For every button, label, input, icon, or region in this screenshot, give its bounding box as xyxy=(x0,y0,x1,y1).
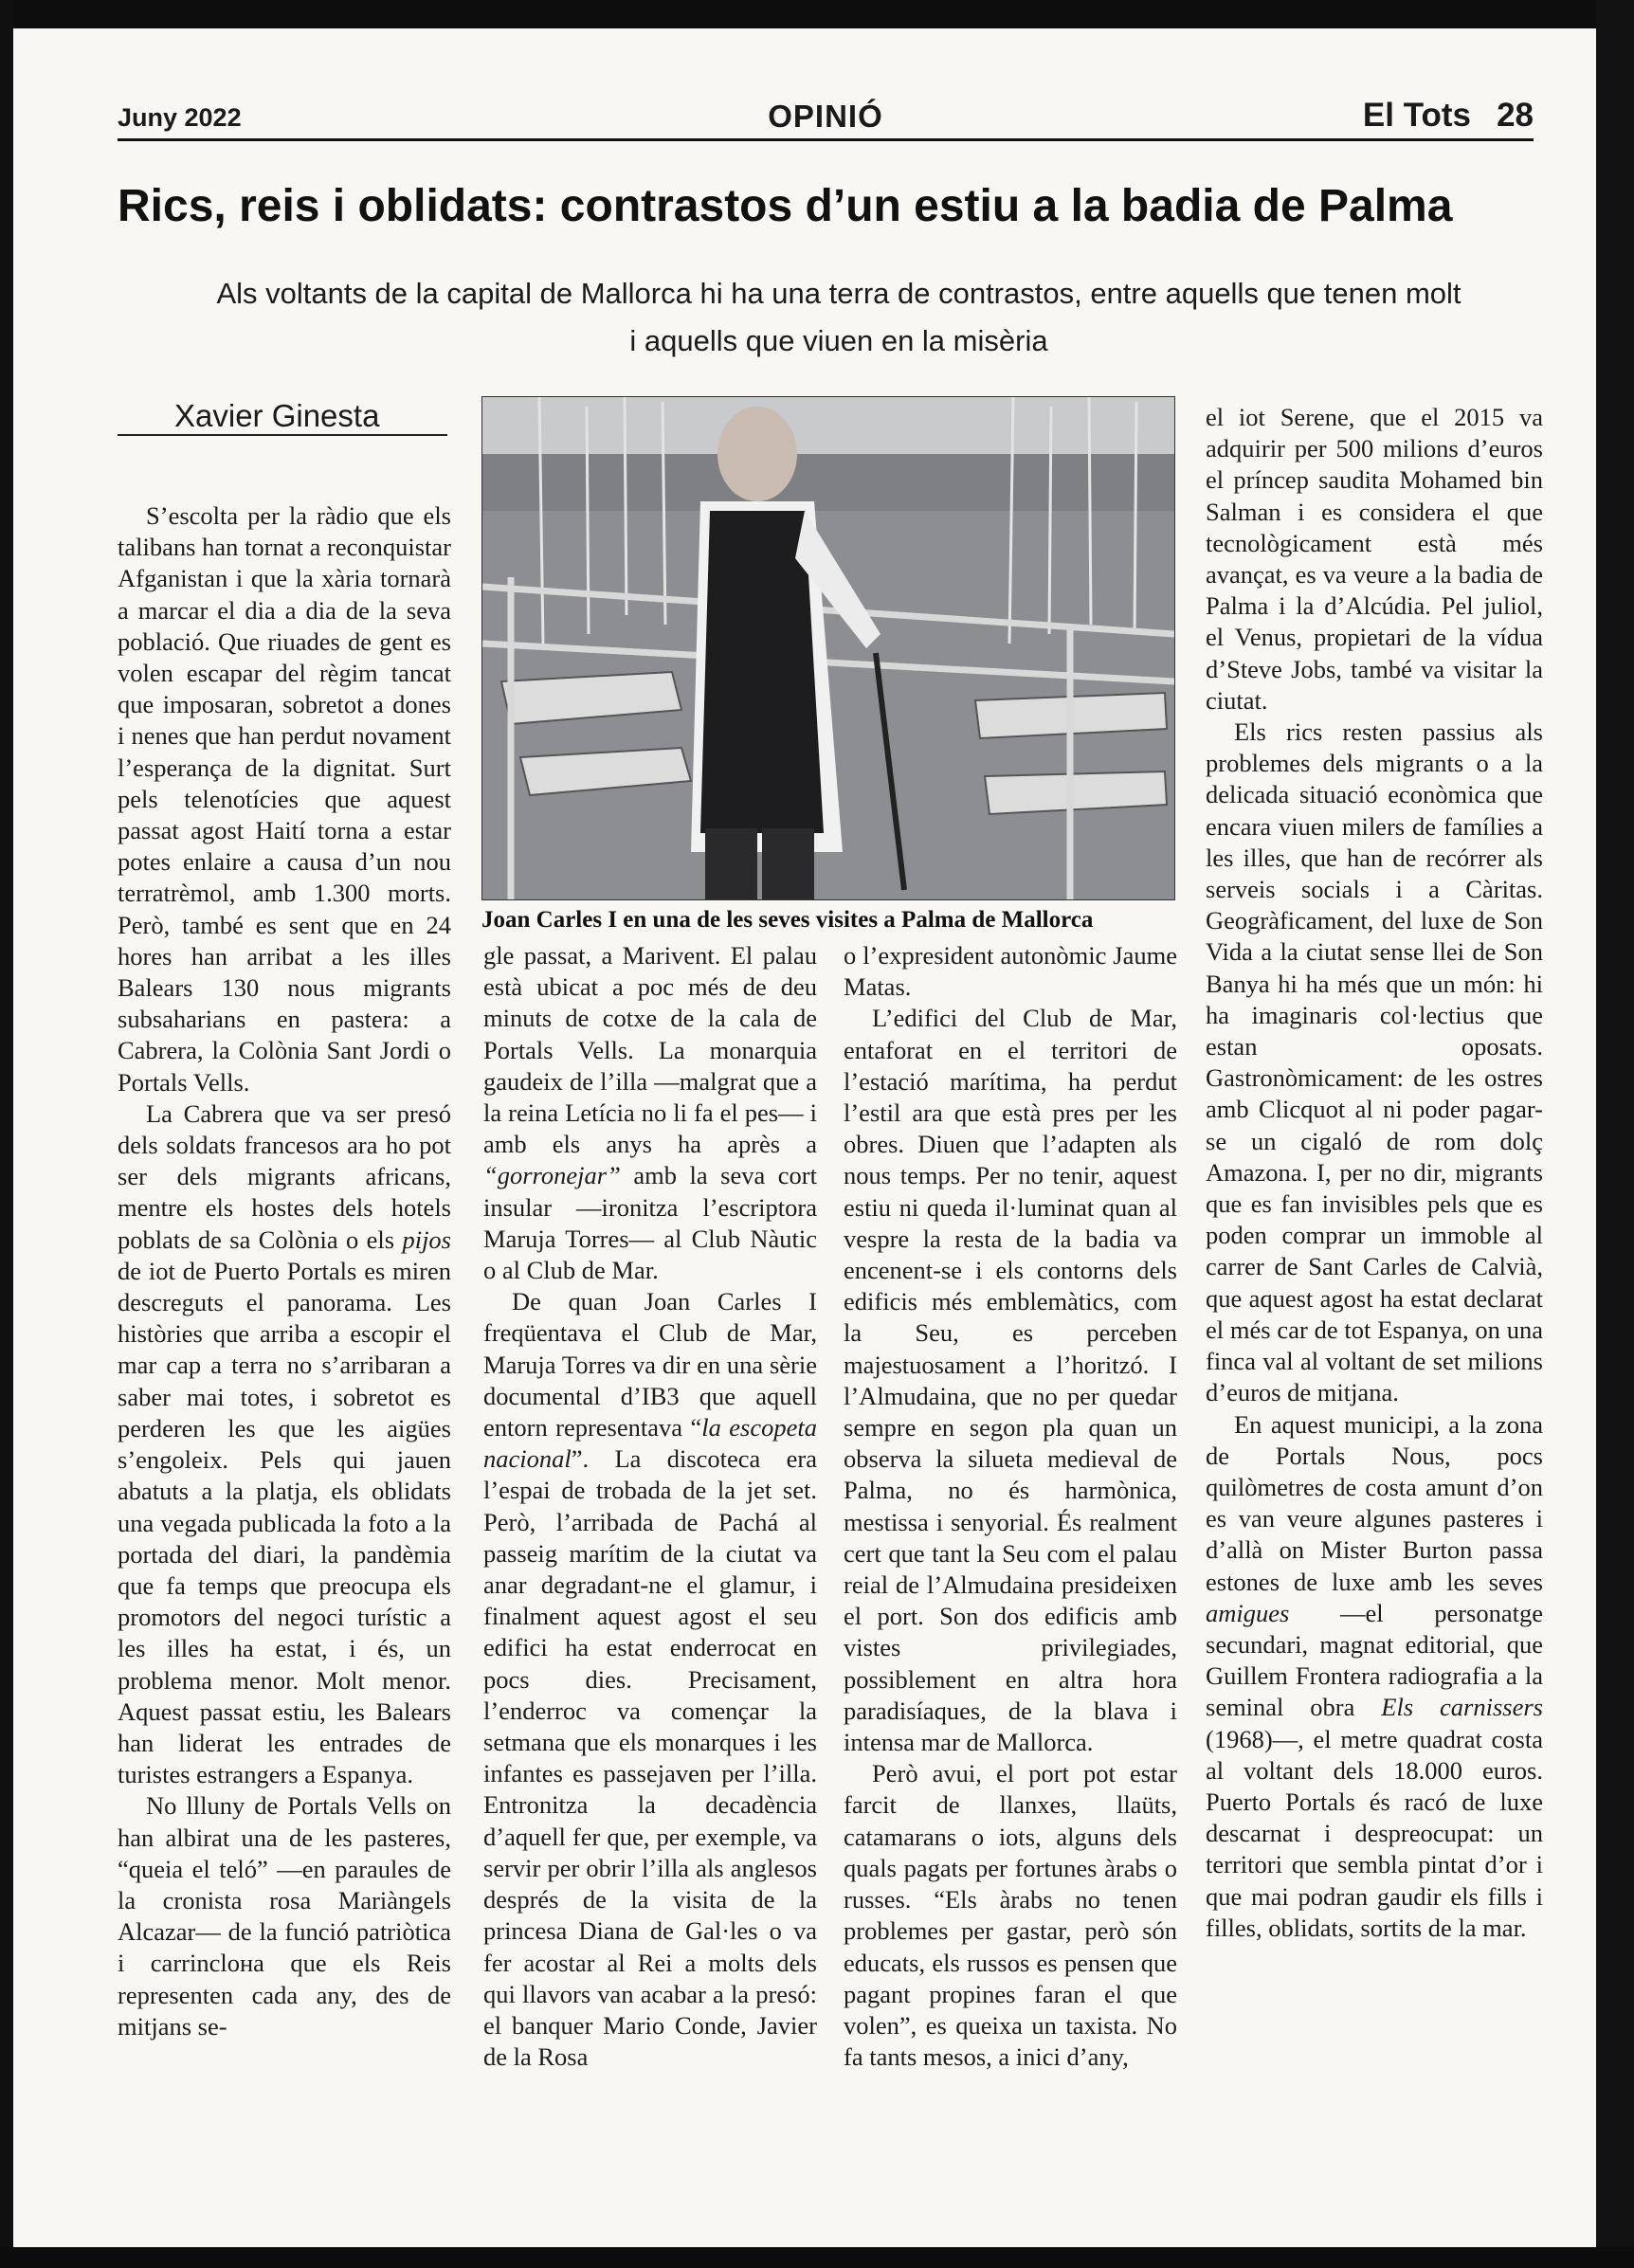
header-rule xyxy=(118,138,1534,141)
scan-border-bottom xyxy=(0,2247,1634,2268)
paragraph: Però avui, el port pot estar farcit de llanxes, llaüts, catamarans o iots, alguns dels quals pagats per fortunes àrabs o russes. “Els àrabs no tenen problemes per gastar, però són educats, els russos es pensen que pagant propines faran el que volen”, es queixa un taxista. No fa tants mesos, a inici d’any, xyxy=(844,1759,1177,2072)
text-column-2 xyxy=(483,940,817,2073)
paragraph: L’edifici del Club de Mar, entaforat en el territori de l’estació marítima, ha perdut l’estil ara que està pres per les obres. Diuen que l’adapten als nous temps. Per no tenir, aquest estiu ni queda il·luminat quan al vespre la resta de la badia va encenent-se i els contorns dels edificis més emblemàtics, com la Seu, es perceben majestuosament a l’horitzó. I l’Almudaina, que no per quedar sempre en segon pla quan un observa la silueta medieval de Palma, no és harmònica, mestissa i senyorial. És realment cert que tant la Seu com el palau reial de l’Almudaina presideixen el port. Son dos edificis amb vistes privilegiades, possiblement en altra hora paradisíaques, de la blava i intensa mar de Mallorca. xyxy=(844,1004,1177,1757)
paragraph: gle passat, a Marivent. El palau està ubicat a poc més de deu minuts de cotxe de la cala de Portals Vells. La monarquia gaudeix de l’illa —malgrat que a la reina Letícia no li fa el pes— i amb els anys ha après a “gorronejar” amb la seva cort insular —ironitza l’escriptora Maruja Torres— al Club Nàutic o al Club de Mar. xyxy=(483,941,817,1285)
scan-border-left xyxy=(0,0,13,2268)
scan-border-top xyxy=(0,0,1634,28)
lead-line-2: i aquells que viuen en la misèria xyxy=(629,324,1048,357)
paragraph: el iot Serene, que el 2015 va adquirir per 500 milions d’euros el príncep saudita Mohamed bin Salman i es considera el que tecnològicament està més avançat, es va veure a la badia de Palma i la d’Alcúdia. Pel juliol, el Venus, propietari de la vídua d’Steve Jobs, també va visitar la ciutat. xyxy=(1206,403,1543,715)
paragraph: En aquest municipi, a la zona de Portals Nous, pocs quilòmetres de costa amunt d’on es van veure algunes pasteres i d’allà on Mister Burton passa estones de luxe amb les seves amigues —el personatge secundari, magnat editorial, que Guillem Frontera radiografia a la seminal obra Els carnissers (1968)—, el metre quadrat costa al voltant dels 18.000 euros. Puerto Portals és racó de luxe descarnat i despreocupat: un territori que sembla pintat d’or i que mai podran gaudir els fills i filles, oblidats, sortits de la mar. xyxy=(1206,1409,1543,1942)
section-name: OPINIÓ xyxy=(768,99,883,134)
text-column-1 xyxy=(118,500,451,2042)
article-lead xyxy=(142,270,1535,365)
text-column-3 xyxy=(844,940,1177,2073)
paragraph: De quan Joan Carles I freqüentava el Club de Mar, Maruja Torres va dir en una sèrie documental d’IB3 que aquell entorn representava “la escopeta nacional”. La discoteca era l’espai de trobada de la jet set. Però, l’arribada de Pachá al passeig marítim de la ciutat va anar degradant-ne el glamur, i finalment aquest agost el seu edifici ha estat enderrocat en pocs dies. Precisament, l’enderroc va començar la setmana que els monarques i les infantes es passejaven per l’illa. Entronitza la decadència d’aquell fer que, per exemple, va servir per obrir l’illa als anglesos després de la visita de la princesa Diana de Gal·les o va fer acostar al Rei a molts dels qui llavors van acabar a la presó: el banquer Mario Conde, Javier de la Rosa xyxy=(483,1287,817,2072)
paragraph: No llluny de Portals Vells on han albirat una de les pasteres, “queia el teló” —en paraules de la cronista rosa Mariàngels Alcazar— de la funció patriòtica i carrincloна que els Reis representen cada any, des de mitjans se- xyxy=(118,1791,451,2041)
running-header xyxy=(118,93,1534,138)
photo-harbour-king xyxy=(482,397,1174,899)
scan-border-right xyxy=(1596,0,1634,2268)
issue-date: Juny 2022 xyxy=(118,103,242,132)
text-column-4 xyxy=(1206,402,1543,1944)
paragraph: S’escolta per la ràdio que els talibans han tornat a reconquistar Afganistan i que la xària tornarà a marcar el dia a dia de la seva població. Que riuades de gent es volen escapar del règim tancat que imposaran, sobretot a dones i nenes que han perdut novament l’esperança de la dignitat. Surt pels telenotícies que aquest passat agost Haití torna a estar potes enlaire a causa d’un nou terratrèmol, amb 1.300 morts. Però, també es sent que en 24 hores han arribat a les illes Balears 130 nous migrants subsaharians en pastera: a Cabrera, la Colònia Sant Jordi o Portals Vells. xyxy=(118,501,451,1097)
byline-rule xyxy=(118,434,447,436)
article-photo xyxy=(481,396,1175,900)
author-byline: Xavier Ginesta xyxy=(174,398,380,433)
paragraph: Els rics resten passius als problemes dels migrants o a la delicada situació econòmica que encara viuen milers de famílies a les illes, que han de recórrer als serveis socials i a Càritas. Geogràficament, del luxe de Son Vida a la ciutat sense llei de Son Banya hi ha més que un món: hi ha imaginaris col·lectius que estan oposats. Gastronòmicament: de les ostres amb Clicquot al ni poder pagar-se un cigaló de rom dolç Amazona. I, per no dir, migrants que es fan invisibles pels que es poden comprar un immoble al carrer de Sant Carles de Calvià, que aquest agost ha estat declarat el més car de tot Espanya, on una finca val al voltant de set milions d’euros de mitjana. xyxy=(1206,717,1543,1407)
photo-caption: Joan Carles I en una de les seves visites a Palma de Mallorca xyxy=(481,907,1094,933)
paragraph: o l’expresident autonòmic Jaume Matas. xyxy=(844,941,1177,1002)
publication-name: El Tots xyxy=(1362,97,1471,134)
lead-line-1: Als voltants de la capital de Mallorca hi ha una terra de contrastos, entre aquells que tenen molt xyxy=(216,277,1462,310)
article-title: Rics, reis i oblidats: contrastos d’un estiu a la badia de Palma xyxy=(118,181,1453,231)
paragraph: La Cabrera que va ser presó dels soldats francesos ara ho pot ser dels migrants africans, mentre els hostes dels hotels poblats de sa Colònia o els pijos de iot de Puerto Portals es miren descreguts el panorama. Les històries que arriba a escopir el mar cap a terra no s’arribaran a saber mai totes, i sobretot es perderen les que les aigües s’engoleix. Pels qui jauen abatuts a la platja, els oblidats una vegada publicada la foto a la portada del diari, la pandèmia que fa temps que preocupa els promotors del negoci turístic a les illes ha estat, i és, un problema menor. Molt menor. Aquest passat estiu, les Balears han liderat les entrades de turistes estrangers a Espanya. xyxy=(118,1098,451,1789)
page-number: 28 xyxy=(1497,97,1534,134)
